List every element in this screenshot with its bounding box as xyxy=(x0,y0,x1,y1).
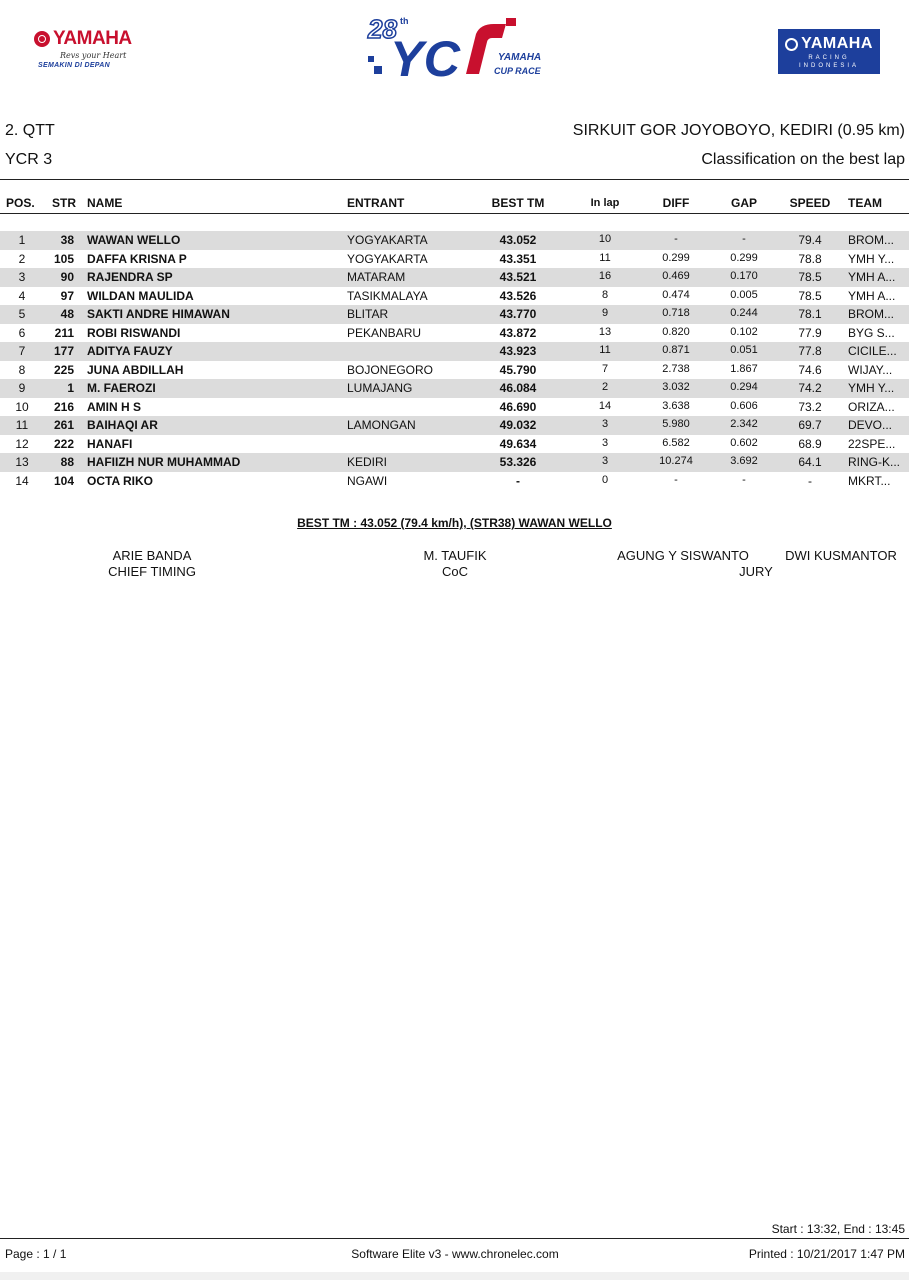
row-best-tm: 43.521 xyxy=(499,270,537,284)
row-diff: 0.474 xyxy=(662,288,690,301)
row-str: 177 xyxy=(53,344,74,358)
col-team: TEAM xyxy=(848,196,882,210)
table-row xyxy=(0,379,909,398)
row-str: 97 xyxy=(60,288,74,303)
chief-timing-name: ARIE BANDA xyxy=(112,548,192,563)
row-speed: 73.2 xyxy=(798,399,822,414)
row-entrant: YOGYAKARTA xyxy=(347,233,428,247)
row-name: BAIHAQI AR xyxy=(87,418,158,432)
row-name: DAFFA KRISNA P xyxy=(87,251,187,266)
table-row xyxy=(0,287,909,306)
row-speed: 77.8 xyxy=(798,344,822,358)
col-entrant: ENTRANT xyxy=(347,196,405,210)
row-speed: 78.8 xyxy=(798,251,822,266)
row-diff: 3.638 xyxy=(662,399,690,412)
row-entrant: NGAWI xyxy=(347,473,388,488)
row-best-tm: 43.872 xyxy=(499,325,537,340)
racing-text: RACING xyxy=(808,55,850,61)
row-gap: 0.102 xyxy=(730,325,758,338)
row-in-lap: 2 xyxy=(601,381,609,393)
row-str: 261 xyxy=(53,418,74,432)
row-entrant: BOJONEGORO xyxy=(347,362,434,377)
indonesia-text: INDONESIA xyxy=(798,63,859,69)
row-in-lap: 16 xyxy=(598,270,612,282)
row-entrant: KEDIRI xyxy=(347,455,388,469)
signature-chief-timing xyxy=(92,548,212,580)
row-speed: 78.5 xyxy=(798,270,822,284)
row-speed: 69.7 xyxy=(798,418,822,432)
row-gap: 2.342 xyxy=(730,418,758,430)
row-team: BROM... xyxy=(848,233,895,247)
row-pos: 8 xyxy=(18,362,26,377)
tagline-semakin: SEMAKIN DI DEPAN xyxy=(38,62,110,69)
race-class: YCR 3 xyxy=(5,151,53,168)
best-lap-text: BEST TM : 43.052 (79.4 km/h), (STR38) WAWAN WELLO xyxy=(297,516,612,530)
row-pos: 14 xyxy=(15,473,29,488)
col-str: STR xyxy=(52,196,76,210)
row-str: 90 xyxy=(60,270,74,284)
row-pos: 9 xyxy=(18,381,26,395)
row-name: HANAFI xyxy=(87,436,133,451)
row-gap: 0.606 xyxy=(730,399,758,412)
row-in-lap: 3 xyxy=(601,455,609,467)
row-in-lap: 14 xyxy=(598,399,612,412)
row-best-tm: 49.634 xyxy=(499,436,537,451)
row-in-lap: 11 xyxy=(599,344,611,356)
row-in-lap: 10 xyxy=(598,233,612,245)
row-gap: 3.692 xyxy=(730,455,758,467)
row-name: OCTA RIKO xyxy=(87,473,153,488)
row-name: WILDAN MAULIDA xyxy=(87,288,194,303)
row-best-tm: 46.690 xyxy=(499,399,537,414)
logo-yc-letters: YC xyxy=(390,31,461,82)
coc-role: CoC xyxy=(441,564,468,579)
row-team: YMH A... xyxy=(848,270,896,284)
jury-1-name: AGUNG Y SISWANTO xyxy=(617,548,749,563)
table-header xyxy=(0,194,909,212)
table-row xyxy=(0,453,909,472)
header-rule-bottom xyxy=(0,213,909,214)
row-pos: 7 xyxy=(18,344,26,358)
row-speed: 68.9 xyxy=(798,436,822,451)
row-name: SAKTI ANDRE HIMAWAN xyxy=(87,307,230,321)
row-pos: 11 xyxy=(15,418,29,432)
row-diff: 0.820 xyxy=(662,325,690,338)
row-str: 211 xyxy=(54,325,74,340)
row-entrant: TASIKMALAYA xyxy=(347,288,428,303)
logo-th-suffix: th xyxy=(400,16,409,26)
row-best-tm: 43.052 xyxy=(499,233,537,247)
row-best-tm: 43.351 xyxy=(499,251,537,266)
row-diff: 2.738 xyxy=(662,362,690,375)
row-speed: 64.1 xyxy=(798,455,822,469)
logo-28-number: 28 xyxy=(368,14,397,44)
row-pos: 12 xyxy=(15,436,29,451)
row-diff: 0.469 xyxy=(662,270,690,282)
row-str: 48 xyxy=(60,307,74,321)
best-lap-summary xyxy=(0,516,909,530)
row-diff: - xyxy=(674,233,678,245)
row-name: WAWAN WELLO xyxy=(87,233,181,247)
row-diff: 6.582 xyxy=(662,436,690,449)
row-in-lap: 7 xyxy=(601,362,609,375)
col-speed: SPEED xyxy=(789,196,831,210)
circuit-name: SIRKUIT GOR JOYOBOYO, KEDIRI (0.95 km) xyxy=(572,122,905,139)
row-best-tm: 43.923 xyxy=(499,344,537,358)
row-pos: 6 xyxy=(18,325,26,340)
row-speed: 78.5 xyxy=(798,288,822,303)
row-entrant: LUMAJANG xyxy=(347,381,413,395)
software-credit: Software Elite v3 - www.chronelec.com xyxy=(351,1247,559,1261)
col-name: NAME xyxy=(87,196,123,210)
row-best-tm: 46.084 xyxy=(499,381,537,395)
row-team: DEVO... xyxy=(848,418,893,432)
row-diff: 3.032 xyxy=(662,381,690,393)
start-end-time: Start : 13:32, End : 13:45 xyxy=(771,1222,905,1236)
row-team: ORIZA... xyxy=(848,399,895,414)
row-pos: 13 xyxy=(15,455,29,469)
table-row xyxy=(0,435,909,454)
row-in-lap: 11 xyxy=(599,251,611,264)
col-pos: POS. xyxy=(6,196,35,210)
yamaha-emblem-icon xyxy=(785,38,798,51)
yamaha-logo-left xyxy=(34,28,144,78)
printed-date: Printed : 10/21/2017 1:47 PM xyxy=(748,1247,905,1261)
table-row xyxy=(0,398,909,417)
signature-jury-1 xyxy=(610,548,756,564)
row-speed: - xyxy=(808,473,812,488)
row-team: BROM... xyxy=(848,307,895,321)
row-pos: 4 xyxy=(18,288,26,303)
row-entrant: LAMONGAN xyxy=(347,418,416,432)
row-best-tm: 43.526 xyxy=(499,288,537,303)
row-gap: 0.299 xyxy=(730,251,758,264)
bottom-band xyxy=(0,1272,909,1280)
signature-jury-2 xyxy=(778,548,904,564)
row-str: 105 xyxy=(53,251,74,266)
row-name: ADITYA FAUZY xyxy=(87,344,173,358)
row-diff: - xyxy=(674,473,678,486)
row-team: YMH Y... xyxy=(848,251,895,266)
table-row xyxy=(0,324,909,343)
yamaha-brand-text: YAMAHA xyxy=(53,28,132,49)
col-in-lap: In lap xyxy=(590,197,620,209)
row-team: CICILE... xyxy=(848,344,897,358)
row-str: 88 xyxy=(60,455,74,469)
row-pos: 3 xyxy=(18,270,26,284)
row-team: WIJAY... xyxy=(848,362,893,377)
row-name: ROBI RISWANDI xyxy=(87,325,181,340)
table-row xyxy=(0,268,909,287)
row-entrant: MATARAM xyxy=(347,270,406,284)
row-name: M. FAEROZI xyxy=(87,381,156,395)
row-team: YMH Y... xyxy=(848,381,895,395)
yamaha-racing-brand: YAMAHA xyxy=(801,35,873,52)
tagline-revs: Revs your Heart xyxy=(60,51,127,60)
row-gap: 1.867 xyxy=(730,362,758,375)
row-entrant: BLITAR xyxy=(347,307,389,321)
row-name: RAJENDRA SP xyxy=(87,270,173,284)
col-best-tm: BEST TM xyxy=(491,196,545,210)
row-best-tm: 45.790 xyxy=(499,362,537,377)
table-row xyxy=(0,250,909,269)
session-name: 2. QTT xyxy=(5,122,55,139)
row-str: 104 xyxy=(53,473,74,488)
row-speed: 79.4 xyxy=(798,233,822,247)
row-gap: 0.051 xyxy=(730,344,758,356)
row-entrant: PEKANBARU xyxy=(347,325,422,340)
row-pos: 5 xyxy=(18,307,26,321)
chief-timing-role: CHIEF TIMING xyxy=(108,564,196,579)
row-gap: 0.602 xyxy=(730,436,758,449)
table-row xyxy=(0,305,909,324)
row-gap: 0.244 xyxy=(730,307,758,319)
page-number: Page : 1 / 1 xyxy=(5,1247,67,1261)
classification-title: Classification on the best lap xyxy=(701,151,905,168)
row-gap: 0.294 xyxy=(730,381,758,393)
coc-name: M. TAUFIK xyxy=(423,548,487,563)
row-best-tm: 43.770 xyxy=(499,307,537,321)
row-diff: 0.718 xyxy=(662,307,690,319)
row-speed: 77.9 xyxy=(798,325,822,340)
col-gap: GAP xyxy=(730,196,757,210)
row-speed: 74.6 xyxy=(798,362,822,377)
row-team: RING-K... xyxy=(848,455,901,469)
row-in-lap: 13 xyxy=(598,325,612,338)
table-row xyxy=(0,416,909,435)
row-best-tm: - xyxy=(516,473,520,488)
row-name: JUNA ABDILLAH xyxy=(87,362,184,377)
row-team: 22SPE... xyxy=(848,436,896,451)
logo-cup-race-text: CUP RACE xyxy=(494,66,541,76)
row-str: 1 xyxy=(67,381,74,395)
row-name: HAFIIZH NUR MUHAMMAD xyxy=(87,455,241,469)
footer-rule xyxy=(0,1238,909,1239)
row-in-lap: 8 xyxy=(601,288,609,301)
row-str: 216 xyxy=(53,399,74,414)
row-str: 38 xyxy=(60,233,74,247)
row-diff: 10.274 xyxy=(659,455,693,467)
row-entrant: YOGYAKARTA xyxy=(347,251,428,266)
row-speed: 78.1 xyxy=(798,307,822,321)
row-diff: 5.980 xyxy=(662,418,690,430)
row-pos: 2 xyxy=(18,251,26,266)
row-str: 225 xyxy=(53,362,74,377)
jury-2-name: DWI KUSMANTOR xyxy=(785,548,897,563)
table-row xyxy=(0,472,909,491)
yamaha-racing-indonesia-logo xyxy=(778,29,880,74)
results-table xyxy=(0,231,909,490)
jury-role: JURY xyxy=(739,564,773,579)
row-in-lap: 0 xyxy=(601,473,609,486)
row-diff: 0.299 xyxy=(662,251,690,264)
row-best-tm: 49.032 xyxy=(499,418,537,432)
row-in-lap: 3 xyxy=(601,418,609,430)
row-best-tm: 53.326 xyxy=(499,455,537,469)
signature-coc xyxy=(400,548,510,580)
row-speed: 74.2 xyxy=(798,381,822,395)
row-team: YMH A... xyxy=(848,288,896,303)
yamaha-cup-race-logo xyxy=(366,12,542,82)
row-gap: 0.005 xyxy=(730,288,758,301)
row-team: BYG S... xyxy=(848,325,895,340)
row-in-lap: 9 xyxy=(601,307,609,319)
row-name: AMIN H S xyxy=(87,399,141,414)
row-gap: 0.170 xyxy=(730,270,758,282)
row-gap: - xyxy=(742,233,746,245)
logo-yamaha-text: YAMAHA xyxy=(498,52,542,63)
col-diff: DIFF xyxy=(662,196,690,210)
table-row xyxy=(0,342,909,361)
row-str: 222 xyxy=(53,436,74,451)
row-pos: 10 xyxy=(15,399,29,414)
table-row xyxy=(0,361,909,380)
row-team: MKRT... xyxy=(848,473,891,488)
row-gap: - xyxy=(742,473,746,486)
yamaha-tuning-fork-icon xyxy=(34,31,50,47)
row-diff: 0.871 xyxy=(662,344,690,356)
header-rule-top xyxy=(0,179,909,180)
row-in-lap: 3 xyxy=(601,436,609,449)
row-pos: 1 xyxy=(18,233,26,247)
table-row xyxy=(0,231,909,250)
